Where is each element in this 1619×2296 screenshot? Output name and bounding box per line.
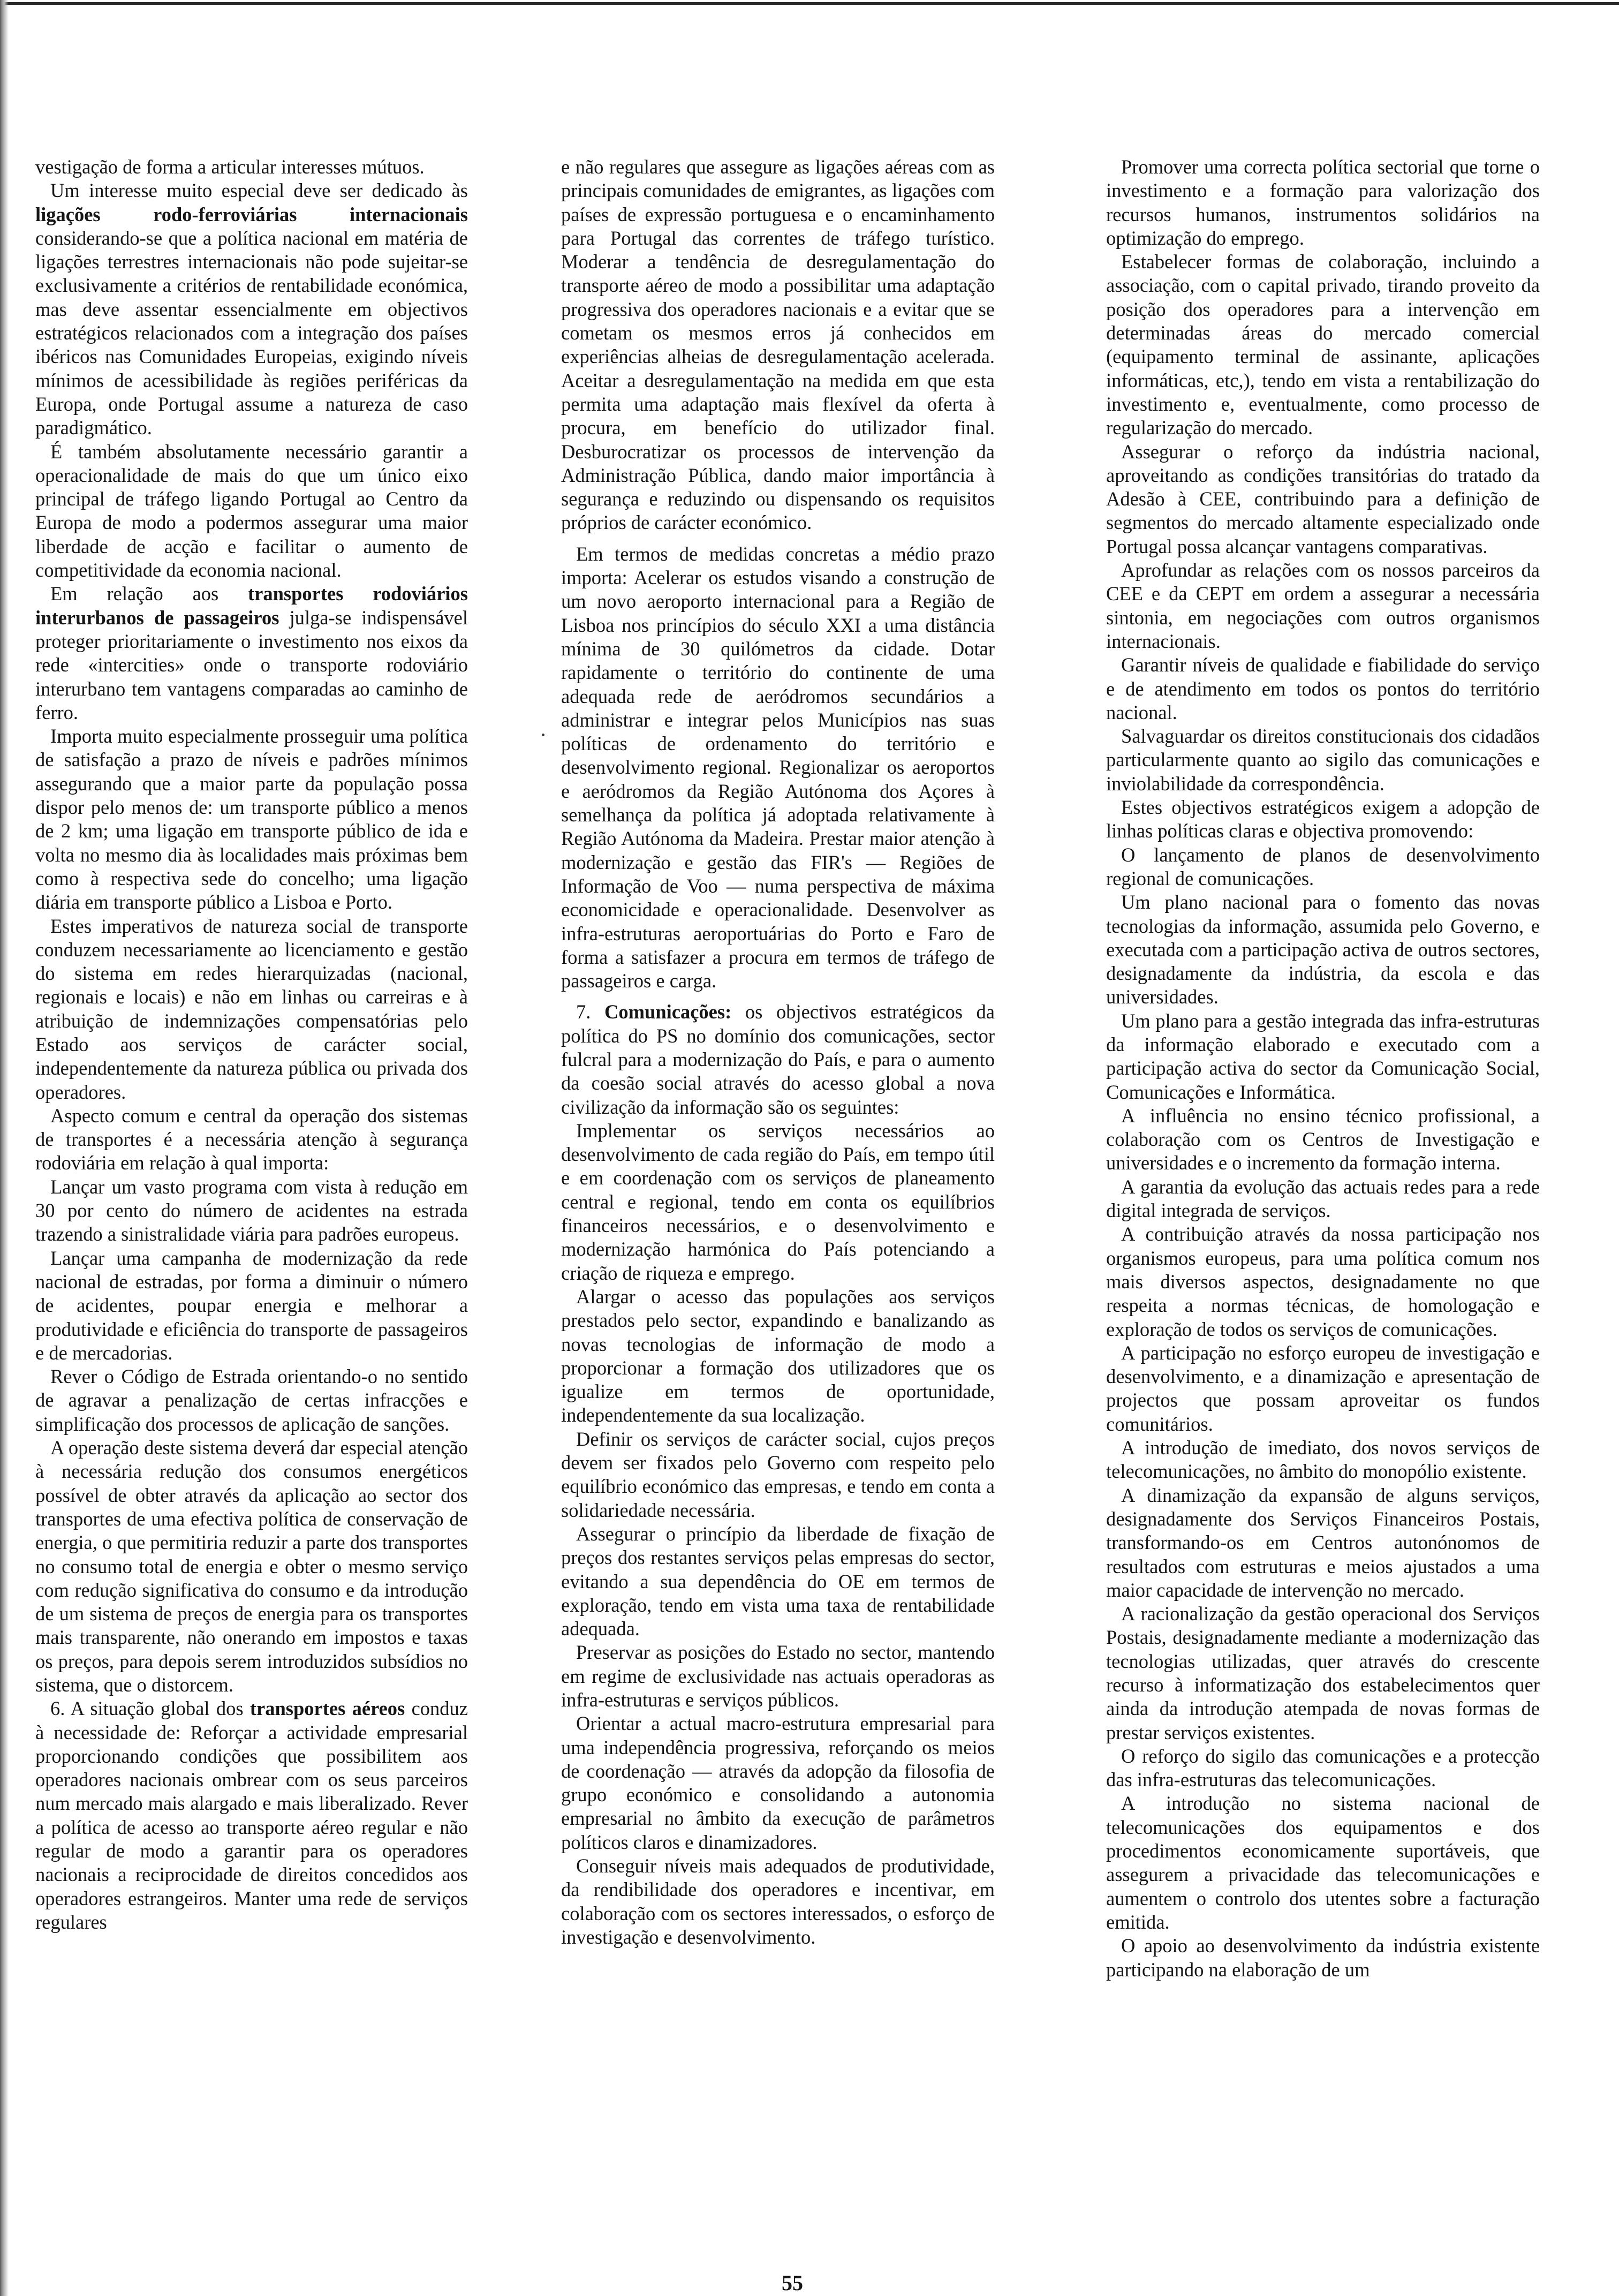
text-run: Assegurar o princípio da liberdade de fixação de preços dos restantes serviços pelas empresas do sector, evitando a sua dependência do OE em termos de exploração, tendo em vista uma taxa de rentabilidade adequada. [561,1522,995,1640]
text-run: conduz à necessidade de: Reforçar a actividade empresarial proporcionando condições que possibilitem aos operadores nacionais ombrear com os seus parceiros num mercado mais alargado e mais liberalizado. Rever a política de acesso ao transporte aéreo regular e não regular de modo a garantir para os operadores nacionais a reciprocidade de direitos concedidos aos operadores estrangeiros. Manter uma rede de serviços regulares [35,1697,468,1933]
paragraph [1106,155,1540,250]
text-run: Lançar um vasto programa com vista à redução em 30 por cento do número de acidentes na estrada trazendo a sinistralidade viária para padrões europeus. [35,1175,468,1245]
paragraph [35,155,468,179]
text-run: 7. [576,1001,605,1023]
text-run: Definir os serviços de carácter social, cujos preços devem ser fixados pelo Governo com respeito pelo equilíbrio económico das empresas, e tendo em conta a solidariedade necessária. [561,1428,995,1521]
text-run: Um interesse muito especial deve ser dedicado às [50,179,468,202]
paragraph [1106,1436,1540,1484]
paragraph [35,1436,468,1697]
text-run: Salvaguardar os direitos constitucionais dos cidadãos particularmente quanto ao sigilo das comunicações e inviolabilidade da correspondência. [1106,725,1540,795]
text-run: Em termos de medidas concretas a médio prazo importa: Acelerar os estudos visando a construção de um novo aeroporto internacional para a Região de Lisboa nos princípios do século XXI a uma distância mínima de 30 quilómetros da cidade. Dotar rapidamente o território do continente de uma adequada rede de aeródromos secundários a administrar e integrar pelos Municípios nas suas políticas de ordenamento do território e desenvolvimento regional. Regionalizar os aeroportos e aeródromos da Região Autónoma dos Açores à semelhança da política já adoptada relativamente à Região Autónoma da Madeira. Prestar maior atenção à modernização e gestão das FIR's — Regiões de Informação de Voo — numa perspectiva de máxima economicidade e operacionalidade. Desenvolver as infra-estruturas aeroportuárias do Porto e Faro de forma a satisfazer a procura em termos de tráfego de passageiros e carga. [561,542,995,992]
text-run: Alargar o acesso das populações aos serviços prestados pelo sector, expandindo e banalizando as novas tecnologias de informação de modo a proporcionar a formação dos utilizadores que os igualize em termos de oportunidade, independentemente da sua localização. [561,1285,995,1426]
paragraph [561,1522,995,1641]
paragraph [1106,1175,1540,1223]
text-run: O apoio ao desenvolvimento da indústria existente participando na elaboração de um [1106,1935,1540,1981]
text-run: Rever o Código de Estrada orientando-o no sentido de agravar a penalização de certas infracções e simplificação dos processos de aplicação de sanções. [35,1365,468,1435]
text-run: Implementar os serviços necessários ao desenvolvimento de cada região do País, em tempo útil e em coordenação com os serviços de planeamento central e regional, tendo em conta os equilíbrios financeiros necessários, e o desenvolvimento e modernização harmónica do País potenciando a criação de riqueza e emprego. [561,1119,995,1284]
text-run: Um plano para a gestão integrada das infra-estruturas da informação elaborado e executado com a participação activa do sector da Comunicação Social, Comunicações e Informática. [1106,1009,1540,1103]
text-column-2 [561,155,995,2260]
paragraph [561,1641,995,1712]
paragraph [1106,1602,1540,1744]
text-run: vestigação de forma a articular interesses mútuos. [35,156,425,178]
paragraph [35,179,468,440]
paragraph [561,1854,995,1949]
text-run: Promover uma correcta política sectorial que torne o investimento e a formação para valorização dos recursos humanos, instrumentos solidários na optimização do emprego. [1106,156,1540,249]
paragraph [35,440,468,583]
text-run: É também absolutamente necessário garantir a operacionalidade de mais do que um único eixo principal de tráfego ligando Portugal ao Centro da Europa de modo a podermos assegurar uma maior liberdade de acção e facilitar o aumento de competitividade da economia nacional. [35,440,468,581]
bold-term: transportes aéreos [249,1697,405,1720]
text-run: Aspecto comum e central da operação dos sistemas de transportes é a necessária atenção à segurança rodoviária em relação à qual importa: [35,1104,468,1174]
text-run: os objectivos estratégicos da política do PS no domínio dos comunicações, sector fulcral para a modernização do País, e para o aumento da coesão social através do acesso global a nova civilização da informação são os seguintes: [561,1001,995,1118]
text-run: A influência no ensino técnico profissional, a colaboração com os Centros de Investigação e universidades e o incremento da formação interna. [1106,1104,1540,1174]
text-run: A operação deste sistema deverá dar especial atenção à necessária redução dos consumos energéticos possível de obter através da aplicação ao sector dos transportes de uma efectiva política de conservação de energia, o que permitiria reduzir a parte dos transportes no consumo total de energia e obter o mesmo serviço com redução significativa do consumo e da introdução de um sistema de preços de energia para os transportes mais transparente, não onerando em impostos e taxas os preços, para depois serem introduzidos subsídios no sistema, que o distorcem. [35,1437,468,1696]
ink-speck [542,734,544,736]
text-run: Estes imperativos de natureza social de transporte conduzem necessariamente ao licenciamento e gestão do sistema em redes hierarquizadas (nacional, regionais e locais) e não em linhas ou carreiras e à atribuição de indemnizações compensatórias pelo Estado aos serviços de carácter social, independentemente da natureza pública ou privada dos operadores. [35,915,468,1103]
page-edge-shadow [0,0,9,2296]
paragraph [35,1697,468,1934]
text-run: Em relação aos [50,583,248,605]
paragraph [1106,1341,1540,1436]
text-run: O lançamento de planos de desenvolvimento regional de comunicações. [1106,843,1540,889]
text-column-3 [1106,155,1540,2260]
top-rule [0,2,1619,5]
text-run: A introdução no sistema nacional de telecomunicações dos equipamentos e dos procedimentos economicamente suportáveis, que assegurem a privacidade das telecomunicações e aumentem o controlo dos utentes sobre a facturação emitida. [1106,1792,1540,1933]
bold-term: Comunicações: [604,1001,732,1023]
paragraph [35,1365,468,1436]
text-run: A dinamização da expansão de alguns serviços, designadamente dos Serviços Financeiros Postais, transformando-os em Centros autonónomos de resultados com estruturas e meios ajustados a uma maior capacidade de intervenção no mercado. [1106,1484,1540,1601]
text-run: A racionalização da gestão operacional dos Serviços Postais, designadamente mediante a modernização das tecnologias utilizadas, quer através do crescente recurso à informatização dos estabelecimentos quer ainda da introdução atempada de novas formas de prestar serviços existentes. [1106,1603,1540,1743]
paragraph [1106,1792,1540,1934]
paragraph [1106,724,1540,796]
text-run: e não regulares que assegure as ligações aéreas com as principais comunidades de emigrantes, as ligações com países de expressão portuguesa e o encaminhamento para Portugal das correntes de tráfego turístico. Moderar a tendência de desregulamentação do transporte aéreo de modo a possibilitar uma adaptação progressiva dos operadores nacionais e a evitar que se cometam os mesmos erros já conhecidos em experiências alheias de desregulamentação acelerada. Aceitar a desregulamentação na medida em que esta permita uma adaptação mais flexível da oferta à procura, em benefício do utilizador final. Desburocratizar os processos de intervenção da Administração Pública, dando maior importância à segurança e reduzindo ou dispensando os requisitos próprios de carácter económico. [561,156,995,534]
text-run: Preservar as posições do Estado no sector, mantendo em regime de exclusividade nas actuais operadoras as infra-estruturas e serviços públicos. [561,1641,995,1711]
text-run: Um plano nacional para o fomento das novas tecnologias da informação, assumida pelo Governo, e executada com a participação activa de outros sectores, designadamente da indústria, da escola e das universidades. [1106,891,1540,1008]
bold-term: ligações rodo-ferroviárias internacionais [35,203,468,225]
paragraph [1106,890,1540,1009]
paragraph [1106,1484,1540,1602]
paragraph [1106,1009,1540,1104]
text-run: 6. A situação global dos [50,1697,250,1720]
page-number: 55 [782,2271,803,2295]
text-run: A contribuição através da nossa participação nos organismos europeus, para uma política comum nos mais diversos aspectos, designadamente no que respeita a normas técnicas, de homologação e exploração de todos os serviços de comunicações. [1106,1223,1540,1340]
text-run: A garantia da evolução das actuais redes para a rede digital integrada de serviços. [1106,1175,1540,1222]
paragraph [35,1175,468,1247]
text-run: considerando-se que a política nacional em matéria de ligações terrestres internacionais não pode sujeitar-se exclusivamente a critérios de rentabilidade económica, mas deve assentar essencialmente em objectivos estratégicos relacionados com a integração dos países ibéricos nas Comunidades Europeias, exigindo níveis mínimos de acessibilidade às regiões periféricas da Europa, onde Portugal assume a natureza de caso paradigmático. [35,226,468,439]
paragraph [1106,1222,1540,1341]
paragraph [1106,440,1540,558]
paragraph [561,1712,995,1854]
text-run: Conseguir níveis mais adequados de produtividade, da rendibilidade dos operadores e incentivar, em colaboração com os sectores interessados, o esforço de investigação e desenvolvimento. [561,1855,995,1948]
text-run: Estabelecer formas de colaboração, incluindo a associação, com o capital privado, tirando proveito da posição dos operadores para a intervenção em determinadas áreas do mercado comercial (equipamento terminal de assinante, aplicações informáticas, etc,), tendo em vista a rentabilização do investimento e, eventualmente, como processo de regularização do mercado. [1106,251,1540,439]
paragraph [561,1285,995,1428]
text-run: O reforço do sigilo das comunicações e a protecção das infra-estruturas das telecomunicações. [1106,1744,1540,1791]
text-run: Aprofundar as relações com os nossos parceiros da CEE e da CEPT em ordem a assegurar a necessária sintonia, em negociações com outros organismos internacionais. [1106,559,1540,652]
paragraph [1106,796,1540,843]
paragraph [1106,1744,1540,1792]
text-run: Importa muito especialmente prosseguir uma política de satisfação a prazo de níveis e padrões mínimos assegurando que a maior parte da população possa dispor pelo menos de: um transporte público a menos de 2 km; uma ligação em transporte público de ida e volta no mesmo dia às localidades mais próximas bem como à respectiva sede do concelho; uma ligação diária em transporte público a Lisboa e Porto. [35,725,468,913]
text-run: julga-se indispensável proteger prioritariamente o investimento nos eixos da rede «intercities» onde o transporte rodoviário interurbano tem vantagens comparadas ao caminho de ferro. [35,606,468,723]
text-column-1 [35,155,468,2260]
paragraph [1106,653,1540,724]
paragraph [561,1428,995,1522]
paragraph [561,542,995,993]
paragraph [561,155,995,535]
paragraph [35,1247,468,1365]
paragraph [1106,843,1540,891]
text-run: Lançar uma campanha de modernização da rede nacional de estradas, por forma a diminuir o número de acidentes, poupar energia e melhorar a produtividade e eficiência do transporte de passageiros e de mercadorias. [35,1247,468,1364]
paragraph [561,1000,995,1119]
text-run: A introdução de imediato, dos novos serviços de telecomunicações, no âmbito do monopólio existente. [1106,1437,1540,1483]
text-run: Garantir níveis de qualidade e fiabilidade do serviço e de atendimento em todos os pontos do território nacional. [1106,654,1540,723]
text-run: Orientar a actual macro-estrutura empresarial para uma independência progressiva, reforçando os meios de coordenação — através da adopção da filosofia de grupo económico e consolidando a autonomia empresarial no âmbito da execução de parâmetros políticos claros e dinamizadores. [561,1712,995,1853]
text-run: Assegurar o reforço da indústria nacional, aproveitando as condições transitórias do tratado da Adesão à CEE, contribuindo para a definição de segmentos do mercado altamente especializado onde Portugal possa alcançar vantagens comparativas. [1106,440,1540,557]
paragraph [1106,250,1540,440]
paragraph [35,582,468,724]
text-run: Estes objectivos estratégicos exigem a adopção de linhas políticas claras e objectiva promovendo: [1106,796,1540,842]
paragraph [35,724,468,914]
bold-term: transportes rodoviários interurbanos de passageiros [35,583,468,629]
paragraph [1106,1104,1540,1175]
text-run: A participação no esforço europeu de investigação e desenvolvimento, e a dinamização e apresentação de projectos que possam aproveitar os fundos comunitários. [1106,1341,1540,1435]
paragraph [1106,558,1540,653]
paragraph [1106,1934,1540,1982]
paragraph [35,1104,468,1175]
paragraph [561,1119,995,1285]
paragraph [35,915,468,1104]
